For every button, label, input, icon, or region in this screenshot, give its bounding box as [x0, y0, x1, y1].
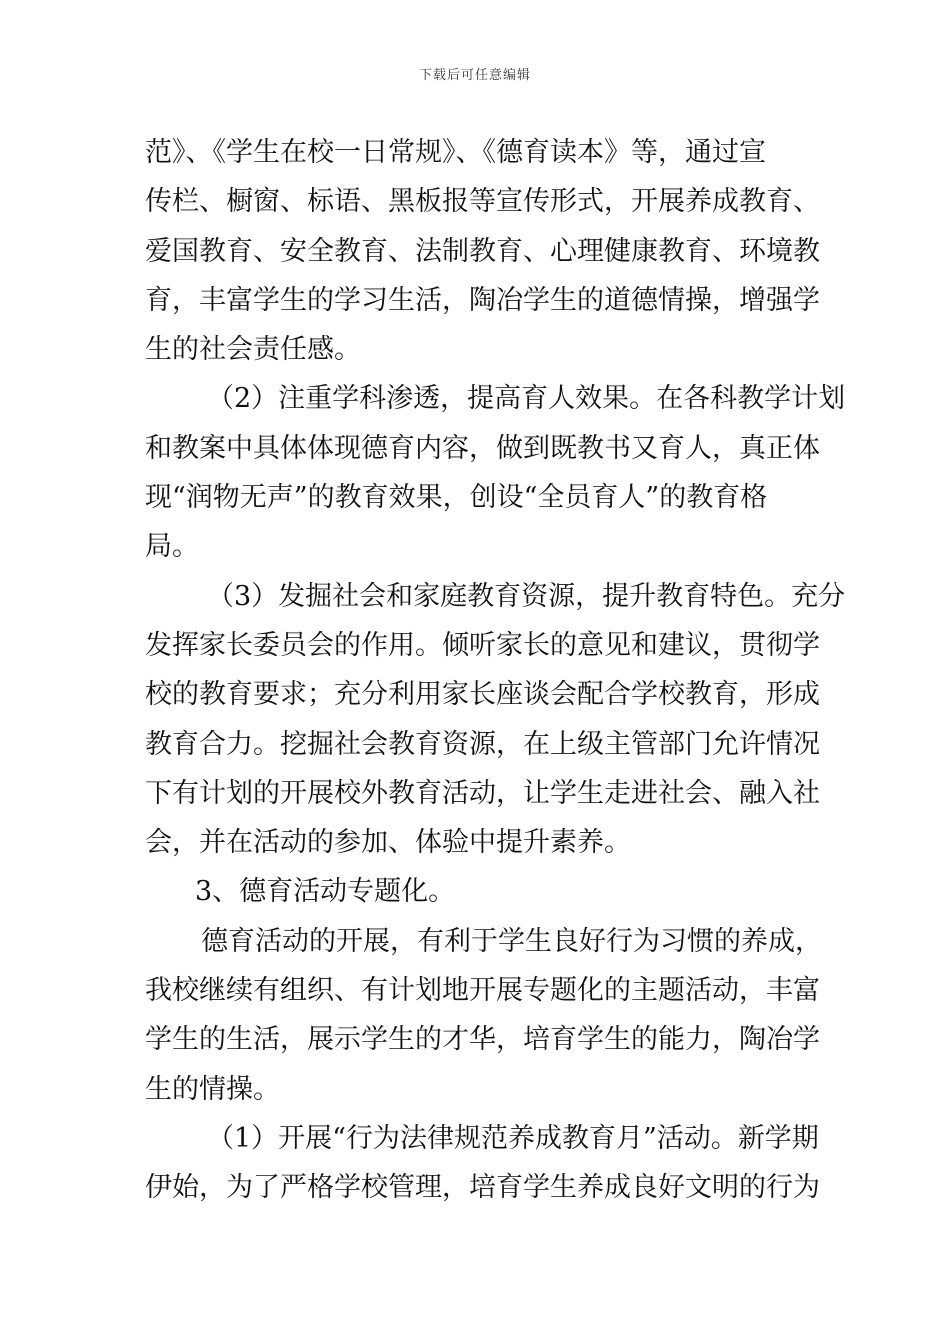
text-line: 发挥家长委员会的作用。倾听家长的意见和建议，贯彻学 [145, 629, 820, 661]
paragraph-start-line: （3）发掘社会和家庭教育资源，提升教育特色。充分 [207, 580, 846, 612]
page-header: 下载后可任意编辑 [418, 68, 531, 83]
text-line: 校的教育要求；充分利用家长座谈会配合学校教育，形成 [145, 679, 820, 711]
section-heading: 3、德育活动专题化。 [195, 876, 456, 908]
paragraph-start-line: （2）注重学科渗透，提高育人效果。在各科教学计划 [207, 383, 846, 415]
text-line: 育，丰富学生的学习生活，陶冶学生的道德情操，增强学 [145, 284, 820, 316]
text-line: 我校继续有组织、有计划地开展专题化的主题活动，丰富 [145, 975, 820, 1007]
text-line: 教育合力。挖掘社会教育资源，在上级主管部门允许情况 [145, 728, 820, 760]
paragraph-start-line: （1）开展“行为法律规范养成教育月”活动。新学期 [207, 1122, 819, 1154]
text-line: 会，并在活动的参加、体验中提升素养。 [145, 827, 631, 859]
text-line: 生的社会责任感。 [145, 334, 361, 366]
paragraph-start-line: 德育活动的开展，有利于学生良好行为习惯的养成， [201, 925, 822, 957]
text-line: 传栏、橱窗、标语、黑板报等宣传形式，开展养成教育、 [145, 186, 820, 218]
document-body [145, 128, 846, 1213]
text-line: 伊始，为了严格学校管理，培育学生养成良好文明的行为 [145, 1172, 820, 1204]
text-line: 和教案中具体体现德育内容，做到既教书又育人，真正体 [145, 432, 820, 464]
text-line: 爱国教育、安全教育、法制教育、心理健康教育、环境教 [145, 235, 820, 267]
text-line: 下有计划的开展校外教育活动，让学生走进社会、融入社 [145, 777, 820, 809]
text-line: 局。 [145, 531, 199, 563]
text-line: 范》、《学生在校一日常规》、《德育读本》等，通过宣 [145, 137, 766, 168]
text-line: 学生的生活，展示学生的才华，培育学生的能力，陶冶学 [145, 1024, 820, 1056]
text-line: 现“润物无声”的教育效果，创设“全员育人”的教育格 [145, 482, 768, 514]
text-line: 生的情操。 [145, 1073, 280, 1105]
